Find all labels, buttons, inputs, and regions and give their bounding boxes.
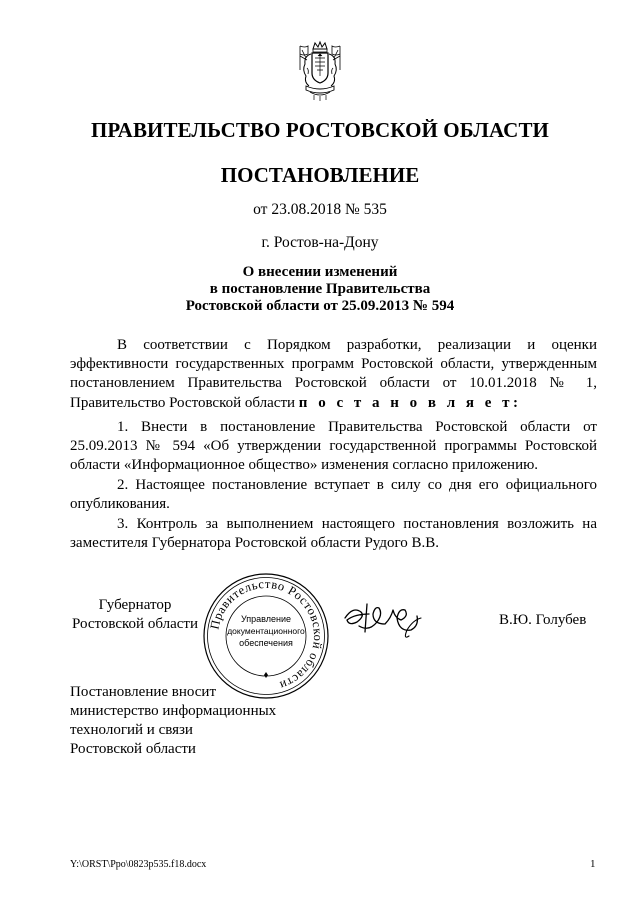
stamp-inner-line: обеспечения	[239, 638, 293, 648]
signatory-title-line: Губернатор	[98, 597, 172, 613]
decree-item-3: 3. Контроль за выполнением настоящего постановления возложить на заместителя Губернатора Ростовской области Рудого В.В.	[70, 516, 597, 552]
handwritten-signature	[339, 596, 489, 641]
subject-line: в постановление Правительства	[209, 281, 431, 297]
decree-item-1: 1. Внести в постановление Правительства Ростовской области от 25.09.2013 № 594 «Об утверждении государственной программы Ростовской области «Информационное общество» изменения согласно приложению.	[70, 419, 597, 474]
organization-title: ПРАВИТЕЛЬСТВО РОСТОВСКОЙ ОБЛАСТИ	[91, 118, 549, 142]
document-type: ПОСТАНОВЛЕНИЕ	[220, 163, 420, 187]
document-city: г. Ростов-на-Дону	[261, 234, 379, 251]
submitted-by-line: технологий и связи	[70, 722, 193, 738]
submitted-by-line: Постановление вносит	[70, 684, 217, 700]
stamp-ring-text: Правительство Ростовской области	[207, 576, 326, 693]
stamp-inner-line: Управление	[240, 614, 292, 624]
preamble-text: В соответствии с Порядком разработки, реализации и оценки эффективности государственных программ Ростовской области, утвержденным постановлением Правительства Ростовской области от 10.01.2018 № 1, Правительство Ростовской области	[70, 337, 597, 411]
signatory-name: В.Ю. Голубев	[499, 612, 587, 628]
footer-file-path: Y:\ORST\Ppo\0823p535.f18.docx	[70, 859, 207, 870]
subject-line: О внесении изменений	[242, 264, 398, 280]
page-number: 1	[590, 858, 596, 870]
decree-word: п о с т а н о в л я е т:	[298, 394, 522, 411]
document-date-number: от 23.08.2018 № 535	[253, 201, 387, 218]
submitted-by-block	[70, 683, 276, 759]
decree-item-2: 2. Настоящее постановление вступает в силу со дня его официального опубликования.	[70, 477, 597, 513]
coat-of-arms-emblem	[296, 40, 344, 102]
signatory-title	[70, 596, 200, 634]
preamble-paragraph	[70, 336, 597, 413]
subject-line: Ростовской области от 25.09.2013 № 594	[185, 298, 455, 314]
document-subject	[0, 264, 640, 315]
stamp-inner-line: документационного	[227, 626, 305, 636]
submitted-by-line: Ростовской области	[70, 741, 196, 757]
official-stamp	[201, 571, 331, 701]
submitted-by-line: министерство информационных	[70, 703, 277, 719]
signatory-title-line: Ростовской области	[72, 616, 198, 632]
